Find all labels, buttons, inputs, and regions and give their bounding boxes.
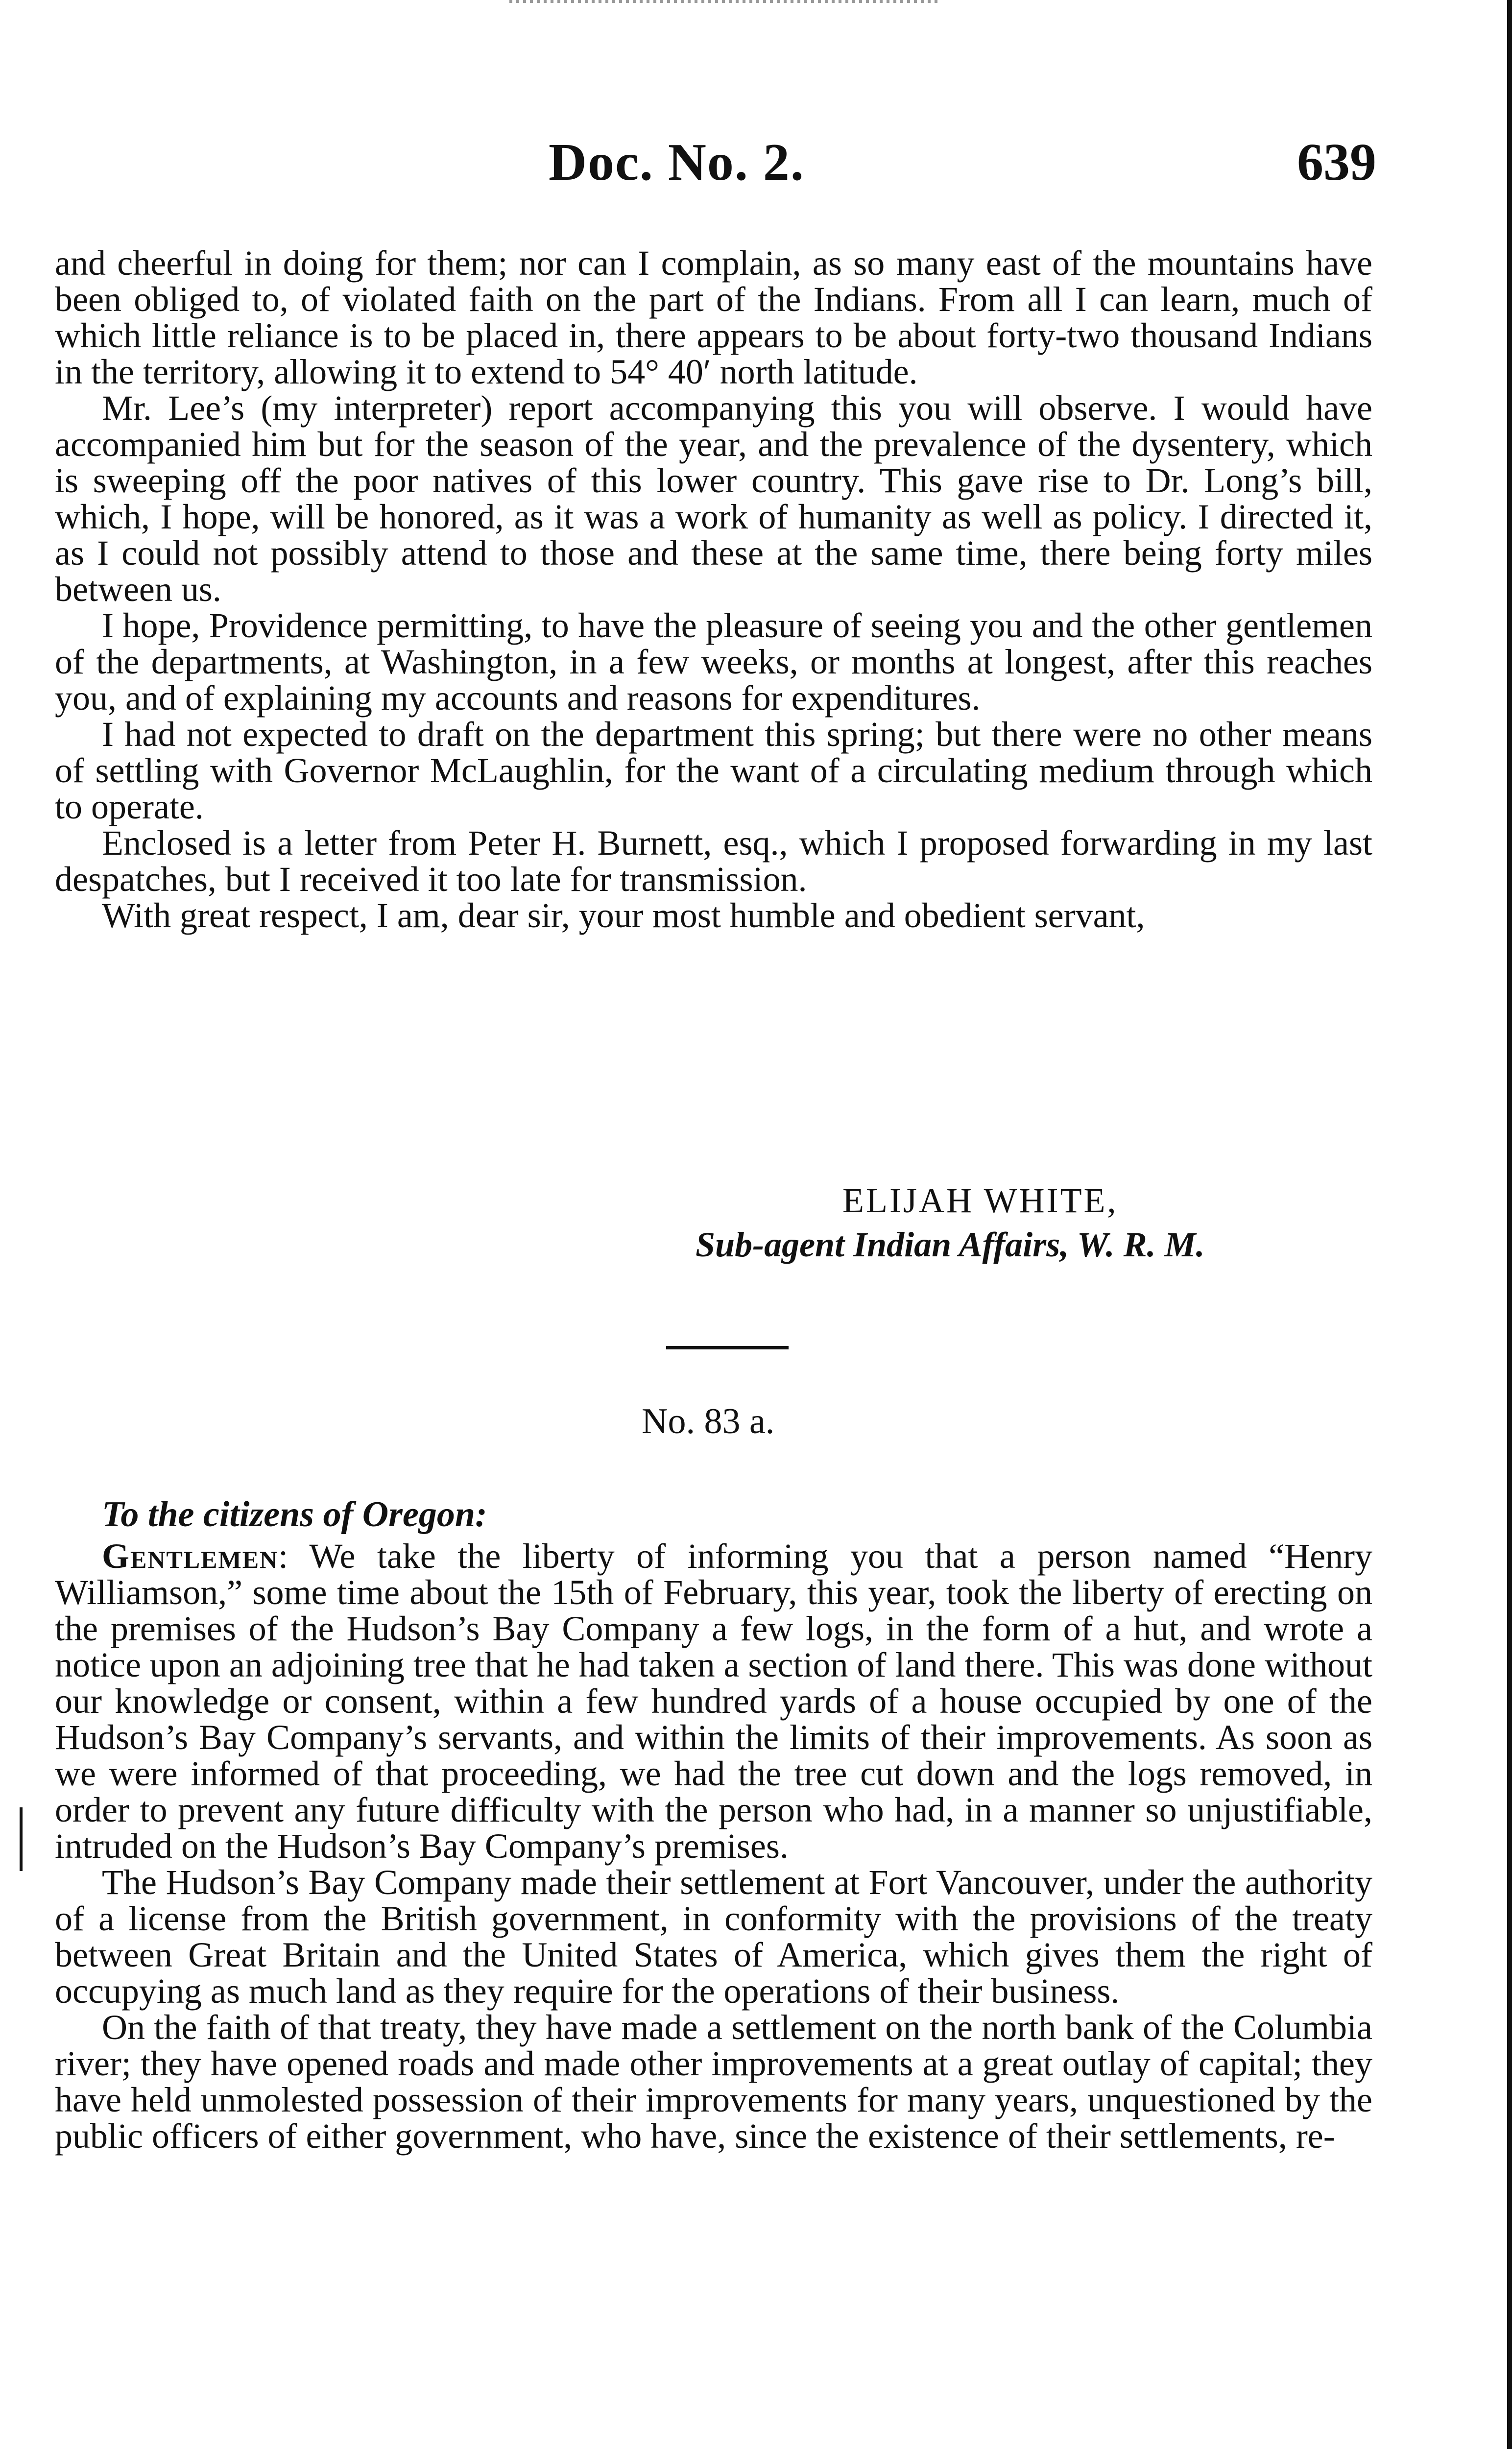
signature-name: ELIJAH WHITE, xyxy=(842,1181,1118,1220)
letter-paragraph: I hope, Providence permitting, to have the pleasure of seeing you and the other gentlemen of the departments, at Washington, in a few weeks, or months at longest, after this reaches you, and of explaining my accounts and reasons for expenditures. xyxy=(55,606,1372,718)
document-label: Doc. No. 2. xyxy=(549,133,805,192)
letter-paragraph: and cheerful in doing for them; nor can I complain, as so many east of the mountains have been obliged to, of violated faith on the part of the Indians. From all I can learn, much of which little reliance is to be placed in, there appears to be about forty-two thousand Indians in the territory, allowing it to extend to 54° 40′ north latitude. xyxy=(55,243,1372,391)
address-paragraph: On the faith of that treaty, they have made a settlement on the north bank of the Columbia river; they have opened roads and made other improvements at a great outlay of capital; they have held unmolested possession of their improvements for many years, unquestioned by the public officers of either government, who have, since the existence of their settlements, re- xyxy=(55,2008,1372,2156)
signature-title: Sub-agent Indian Affairs, W. R. M. xyxy=(696,1225,1205,1264)
section-divider xyxy=(666,1346,789,1349)
section-number: No. 83 a. xyxy=(642,1401,775,1441)
address-paragraph xyxy=(55,1538,1372,1864)
letter-paragraph: Mr. Lee’s (my interpreter) report accompanying this you will observe. I would have accompanied him but for the season of the year, and the prevalence of the dysentery, which is sweeping off the poor natives of this lower country. This gave rise to Dr. Long’s bill, which, I hope, will be honored, as it was a work of humanity as well as policy. I directed it, as I could not possibly attend to those and these at the same time, there being forty miles between us. xyxy=(55,388,1372,609)
page-number: 639 xyxy=(1297,133,1376,192)
margin-mark xyxy=(20,1807,23,1871)
letter-body xyxy=(55,245,1372,934)
opening-word: Gentlemen xyxy=(102,1537,279,1576)
address-paragraph-text: : We take the liberty of informing you that a person named “Henry Williamson,” some time about the 15th of February, this year, took the liberty of erecting on the premises of the Hudson’s Bay Company a few logs, in the form of a hut, and wrote a notice upon an adjoining tree that he had taken a section of land there. This was done without our knowledge or consent, within a few hundred yards of a house occupied by one of the Hudson’s Bay Company’s servants, and within the limits of their improvements. As soon as we were informed of that proceeding, we had the tree cut down and the logs removed, in order to prevent any future difficulty with the person who had, in a manner so unjustifiable, intruded on the Hudson’s Bay Company’s premises. xyxy=(55,1537,1372,1866)
address-paragraph: The Hudson’s Bay Company made their settlement at Fort Vancouver, under the authority of a license from the British government, in conformity with the provisions of the treaty between Great Britain and the United States of America, which gives them the right of occupying as much land as they require for the operations of their business. xyxy=(55,1863,1372,2011)
page-right-edge xyxy=(1507,0,1512,2449)
address-body xyxy=(55,1538,1372,2154)
salutation: To the citizens of Oregon: xyxy=(102,1494,487,1535)
page-header xyxy=(549,132,1376,201)
letter-paragraph: Enclosed is a letter from Peter H. Burnett, esq., which I proposed forwarding in my last despatches, but I received it too late for transmission. xyxy=(55,823,1372,899)
letter-closing: With great respect, I am, dear sir, your most humble and obedient servant, xyxy=(102,896,1145,935)
page-top-edge xyxy=(509,0,940,3)
letter-paragraph: I had not expected to draft on the department this spring; but there were no other means of settling with Governor McLaughlin, for the want of a circulating medium through which to operate. xyxy=(55,715,1372,826)
